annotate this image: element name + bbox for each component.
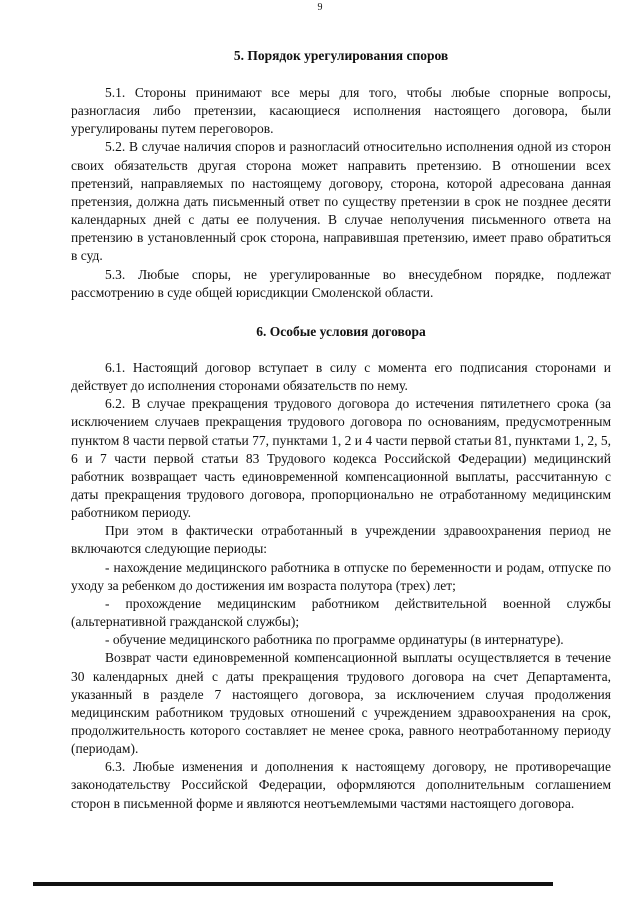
paragraph-5-2: 5.2. В случае наличия споров и разногласий относительно исполнения одной из сторон своих обязательств другая сторона может направить претензию. В отношении всех претензий, направляемых по настоящему договору, сторона, которой адресована данная претензия, должна дать письменный ответ по существу претензии в срок не позднее десяти календарных дней с даты ее получения. В случае неполучения письменного ответа на претензию в установленный срок сторона, направившая претензию, имеет право обратиться в суд. [71, 139, 611, 264]
document-body [71, 47, 611, 813]
paragraph-6-3: 6.3. Любые изменения и дополнения к настоящему договору, не противоречащие законодательству Российской Федерации, оформляются дополнительным соглашением сторон в письменной форме и являются неотъемлемыми частями настоящего договора. [71, 759, 611, 811]
section-5-heading: 5. Порядок урегулирования споров [233, 48, 449, 63]
list-item-military-service: - прохождение медицинским работником действительной военной службы (альтернативной гражданской службы); [71, 595, 611, 630]
paragraph-payment-return: Возврат части единовременной компенсационной выплаты осуществляется в течение 30 календарных дней с даты прекращения трудового договора на счет Департамента, указанный в разделе 7 настоящего договора, за исключением случая продолжения медицинским работником трудовых отношений с учреждением здравоохранения на срок, продолжительность которого составляет не менее срока, равного неотработанному периоду (периодам). [71, 650, 611, 757]
paragraph-excluded-periods-intro: При этом в фактически отработанный в учреждении здравоохранения период не включаются следующие периоды: [71, 523, 611, 557]
paragraph-5-3: 5.3. Любые споры, не урегулированные во внесудебном порядке, подлежат рассмотрению в суде общей юрисдикции Смоленской области. [71, 266, 611, 300]
paragraph-6-1: 6.1. Настоящий договор вступает в силу с момента его подписания сторонами и действует до исполнения сторонами обязательств по нему. [71, 359, 611, 394]
paragraph-6-2: 6.2. В случае прекращения трудового договора до истечения пятилетнего срока (за исключением случаев прекращения трудового договора по основаниям, предусмотренным пунктом 8 части первой статьи 77, пунктами 1, 2 и 4 части первой статьи 81, пунктами 1, 2, 5, 6 и 7 части первой статьи 83 Трудового кодекса Российской Федерации) медицинский работник возвращает часть единовременной компенсационной выплаты, рассчитанную с даты прекращения трудового договора, пропорционально не отработанному медицинским работником периоду. [71, 396, 611, 521]
list-item-maternity-leave: - нахождение медицинского работника в отпуске по беременности и родам, отпуске по уходу за ребенком до достижения им возраста полутора (трех) лет; [71, 559, 611, 593]
list-item-residency-training: - обучение медицинского работника по программе ординатуры (в интернатуре). [105, 632, 564, 648]
paragraph-5-1: 5.1. Стороны принимают все меры для того, чтобы любые спорные вопросы, разногласия либо претензии, касающиеся исполнения настоящего договора, были урегулированы путем переговоров. [71, 85, 611, 137]
page-number: 9 [317, 2, 323, 13]
section-6-heading: 6. Особые условия договора [256, 323, 426, 339]
bottom-divider-line [33, 882, 553, 886]
